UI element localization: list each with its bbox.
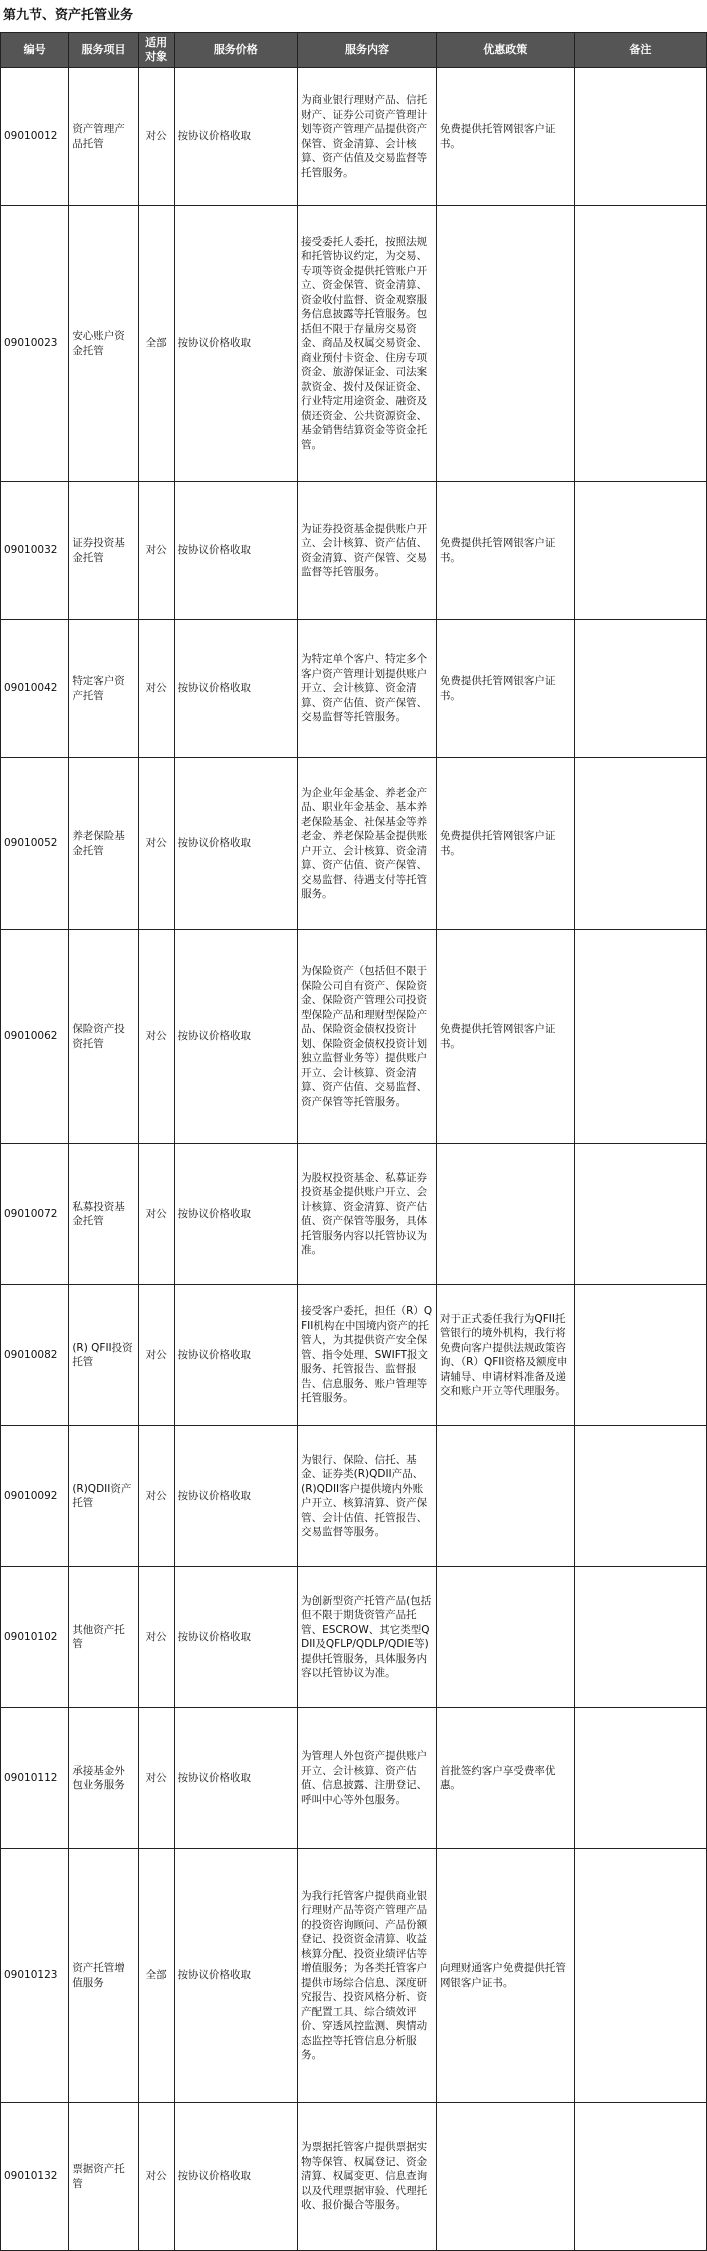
cell-policy bbox=[436, 2103, 574, 2251]
cell-target: 对公 bbox=[138, 68, 174, 206]
header-policy: 优惠政策 bbox=[436, 33, 574, 68]
cell-price: 按协议价格收取 bbox=[174, 1144, 298, 1285]
cell-service-item: 其他资产托管 bbox=[69, 1567, 138, 1708]
cell-price: 按协议价格收取 bbox=[174, 1708, 298, 1849]
cell-content: 为企业年金基金、养老金产品、职业年金基金、基本养老保险基金、社保基金等养老金、养老保险基金提供账户开立、会计核算、资金清算、资产估值、资产保管、交易监督、待遇支付等托管服务。 bbox=[298, 758, 437, 930]
cell-code: 09010032 bbox=[1, 482, 69, 620]
cell-target: 对公 bbox=[138, 2103, 174, 2251]
cell-policy: 向理财通客户免费提供托管网银客户证书。 bbox=[436, 1849, 574, 2103]
cell-code: 09010012 bbox=[1, 68, 69, 206]
cell-content: 接受客户委托，担任（R）QFII机构在中国境内资产的托管人，为其提供资产安全保管、指令处理、SWIFT报文服务、托管报告、监督报告、信息服务、账户管理等托管服务。 bbox=[298, 1285, 437, 1426]
cell-code: 09010052 bbox=[1, 758, 69, 930]
table-row bbox=[1, 482, 707, 620]
table-row bbox=[1, 620, 707, 758]
cell-code: 09010023 bbox=[1, 206, 69, 482]
cell-price: 按协议价格收取 bbox=[174, 1849, 298, 2103]
cell-content: 为特定单个客户、特定多个客户资产管理计划提供账户开立、会计核算、资金清算、资产估值、资产保管、交易监督等托管服务。 bbox=[298, 620, 437, 758]
table-row bbox=[1, 930, 707, 1144]
header-price: 服务价格 bbox=[174, 33, 298, 68]
cell-policy: 首批签约客户享受费率优惠。 bbox=[436, 1708, 574, 1849]
cell-code: 09010102 bbox=[1, 1567, 69, 1708]
cell-target: 对公 bbox=[138, 1426, 174, 1567]
cell-service-item: (R) QFII投资托管 bbox=[69, 1285, 138, 1426]
table-row bbox=[1, 1426, 707, 1567]
cell-service-item: 私募投资基金托管 bbox=[69, 1144, 138, 1285]
cell-service-item: 证券投资基金托管 bbox=[69, 482, 138, 620]
table-row bbox=[1, 68, 707, 206]
table-row bbox=[1, 1849, 707, 2103]
cell-target: 对公 bbox=[138, 1285, 174, 1426]
cell-policy: 免费提供托管网银客户证书。 bbox=[436, 930, 574, 1144]
cell-policy: 免费提供托管网银客户证书。 bbox=[436, 758, 574, 930]
table-row bbox=[1, 1144, 707, 1285]
cell-target: 对公 bbox=[138, 1144, 174, 1285]
section-title: 第九节、资产托管业务 bbox=[3, 8, 134, 23]
cell-remark bbox=[574, 758, 706, 930]
cell-price: 按协议价格收取 bbox=[174, 68, 298, 206]
cell-content: 为股权投资基金、私募证券投资基金提供账户开立、会计核算、资金清算、资产估值、资产保管等服务，具体托管服务内容以托管协议为准。 bbox=[298, 1144, 437, 1285]
cell-service-item: (R)QDII资产托管 bbox=[69, 1426, 138, 1567]
cell-price: 按协议价格收取 bbox=[174, 930, 298, 1144]
cell-code: 09010062 bbox=[1, 930, 69, 1144]
cell-policy bbox=[436, 1567, 574, 1708]
cell-policy bbox=[436, 1426, 574, 1567]
cell-service-item: 安心账户资金托管 bbox=[69, 206, 138, 482]
cell-code: 09010082 bbox=[1, 1285, 69, 1426]
cell-remark bbox=[574, 206, 706, 482]
cell-policy: 对于正式委任我行为QFII托管银行的境外机构，我行将免费向客户提供法规政策咨询、（R）QFII资格及额度申请辅导、申请材料准备及递交和账户开立等代理服务。 bbox=[436, 1285, 574, 1426]
table-row bbox=[1, 1708, 707, 1849]
cell-target: 对公 bbox=[138, 482, 174, 620]
cell-price: 按协议价格收取 bbox=[174, 482, 298, 620]
cell-target: 全部 bbox=[138, 206, 174, 482]
cell-content: 为证券投资基金提供账户开立、会计核算、资产估值、资金清算、资产保管、交易监督等托管服务。 bbox=[298, 482, 437, 620]
cell-target: 对公 bbox=[138, 620, 174, 758]
table-row bbox=[1, 2103, 707, 2251]
cell-remark bbox=[574, 930, 706, 1144]
cell-service-item: 资产管理产品托管 bbox=[69, 68, 138, 206]
table-header-row bbox=[1, 33, 707, 68]
cell-service-item: 资产托管增值服务 bbox=[69, 1849, 138, 2103]
cell-price: 按协议价格收取 bbox=[174, 1426, 298, 1567]
header-content: 服务内容 bbox=[298, 33, 437, 68]
cell-price: 按协议价格收取 bbox=[174, 2103, 298, 2251]
header-remark: 备注 bbox=[574, 33, 706, 68]
cell-remark bbox=[574, 1426, 706, 1567]
cell-service-item: 承接基金外包业务服务 bbox=[69, 1708, 138, 1849]
cell-service-item: 保险资产投资托管 bbox=[69, 930, 138, 1144]
cell-remark bbox=[574, 1849, 706, 2103]
cell-remark bbox=[574, 2103, 706, 2251]
cell-content: 为我行托管客户提供商业银行理财产品等资产管理产品的投资咨询顾问、产品份额登记、投资资金清算、收益核算分配、投资业绩评估等增值服务；为各类托管客户提供市场综合信息、深度研究报告、投资风格分析、资产配置工具、综合绩效评价、穿透风控监测、舆情动态监控等托管信息分析服务。 bbox=[298, 1849, 437, 2103]
cell-code: 09010092 bbox=[1, 1426, 69, 1567]
cell-remark bbox=[574, 1285, 706, 1426]
cell-remark bbox=[574, 1708, 706, 1849]
cell-remark bbox=[574, 620, 706, 758]
header-code: 编号 bbox=[1, 33, 69, 68]
cell-price: 按协议价格收取 bbox=[174, 620, 298, 758]
cell-price: 按协议价格收取 bbox=[174, 1567, 298, 1708]
cell-policy bbox=[436, 1144, 574, 1285]
cell-service-item: 票据资产托管 bbox=[69, 2103, 138, 2251]
cell-remark bbox=[574, 1144, 706, 1285]
table-row bbox=[1, 206, 707, 482]
cell-target: 对公 bbox=[138, 758, 174, 930]
cell-remark bbox=[574, 482, 706, 620]
cell-content: 为创新型资产托管产品(包括但不限于期货资管产品托管、ESCROW、其它类型QDII及QFLP/QDLP/QDIE等)提供托管服务，具体服务内容以托管协议为准。 bbox=[298, 1567, 437, 1708]
cell-code: 09010072 bbox=[1, 1144, 69, 1285]
cell-target: 全部 bbox=[138, 1849, 174, 2103]
table-row bbox=[1, 1567, 707, 1708]
cell-content: 接受委托人委托，按照法规和托管协议约定，为交易、专项等资金提供托管账户开立、资金保管、资金清算、资金收付监督、资金观察服务信息披露等托管服务。包括但不限于存量房交易资金、商品及权属交易资金、商业预付卡资金、住房专项资金、旅游保证金、司法案款资金、拨付及保证资金、行业特定用途资金、融资及债还资金、公共资源资金、基金销售结算资金等资金托管。 bbox=[298, 206, 437, 482]
cell-service-item: 养老保险基金托管 bbox=[69, 758, 138, 930]
cell-code: 09010042 bbox=[1, 620, 69, 758]
cell-code: 09010112 bbox=[1, 1708, 69, 1849]
cell-remark bbox=[574, 1567, 706, 1708]
cell-policy bbox=[436, 206, 574, 482]
cell-price: 按协议价格收取 bbox=[174, 1285, 298, 1426]
cell-code: 09010123 bbox=[1, 1849, 69, 2103]
cell-content: 为银行、保险、信托、基金、证券类(R)QDII产品、(R)QDII客户提供境内外账户开立、核算清算、资产保管、会计估值、托管报告、交易监督等服务。 bbox=[298, 1426, 437, 1567]
cell-policy: 免费提供托管网银客户证书。 bbox=[436, 620, 574, 758]
cell-content: 为票据托管客户提供票据实物等保管、权属登记、资金清算、权属变更、信息查询以及代理票据审验、代理托收、报价撮合等服务。 bbox=[298, 2103, 437, 2251]
cell-policy: 免费提供托管网银客户证书。 bbox=[436, 482, 574, 620]
table-row bbox=[1, 758, 707, 930]
cell-content: 为商业银行理财产品、信托财产、证券公司资产管理计划等资产管理产品提供资产保管、资金清算、会计核算、资产估值及交易监督等托管服务。 bbox=[298, 68, 437, 206]
cell-code: 09010132 bbox=[1, 2103, 69, 2251]
cell-target: 对公 bbox=[138, 1708, 174, 1849]
cell-price: 按协议价格收取 bbox=[174, 206, 298, 482]
cell-remark bbox=[574, 68, 706, 206]
cell-price: 按协议价格收取 bbox=[174, 758, 298, 930]
cell-policy: 免费提供托管网银客户证书。 bbox=[436, 68, 574, 206]
cell-content: 为保险资产（包括但不限于保险公司自有资产、保险资金、保险资产管理公司投资型保险产品和理财型保险产品、保险资金债权投资计划、保险资金债权投资计划独立监督业务等）提供账户开立、会计核算、资金清算、资产估值、交易监督、资产保管等托管服务。 bbox=[298, 930, 437, 1144]
cell-target: 对公 bbox=[138, 1567, 174, 1708]
cell-service-item: 特定客户资产托管 bbox=[69, 620, 138, 758]
cell-content: 为管理人外包资产提供账户开立、会计核算、资产估值、信息披露、注册登记、呼叫中心等外包服务。 bbox=[298, 1708, 437, 1849]
cell-target: 对公 bbox=[138, 930, 174, 1144]
header-service-item: 服务项目 bbox=[69, 33, 138, 68]
fee-table bbox=[0, 32, 707, 2251]
header-target: 适用对象 bbox=[138, 33, 174, 68]
table-row bbox=[1, 1285, 707, 1426]
